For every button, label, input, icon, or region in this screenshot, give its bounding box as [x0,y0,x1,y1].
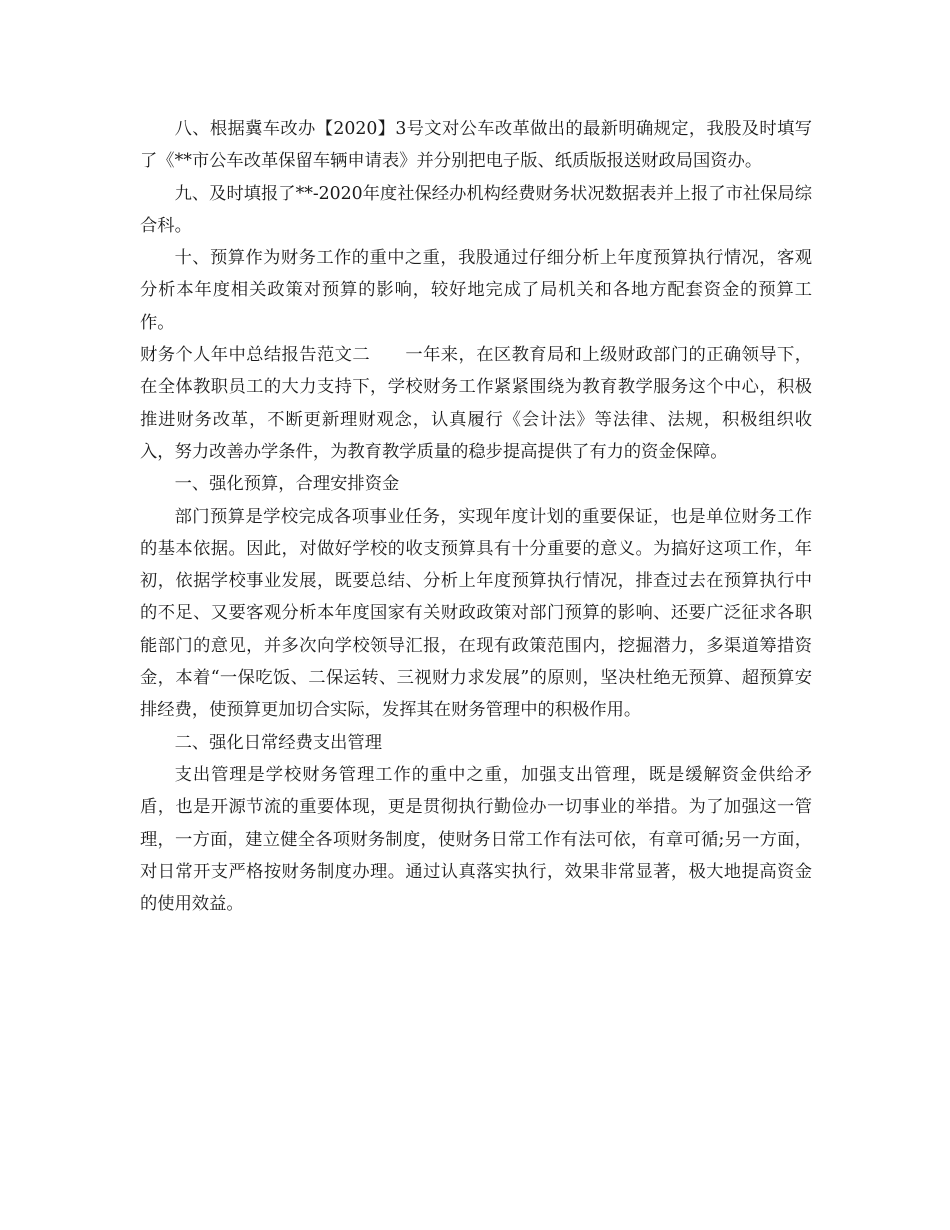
paragraph-item-8: 八、根据冀车改办【2020】3号文对公车改革做出的最新明确规定，我股及时填写了《**市公车改革保留车辆申请表》并分别把电子版、纸质版报送财政局国资办。 [140,119,812,172]
section-heading-budget: 一、强化预算，合理安排资金 [174,474,400,495]
document-body [140,113,812,920]
paragraph-budget: 部门预算是学校完成各项事业任务，实现年度计划的重要保证，也是单位财务工作的基本依据。因此，对做好学校的收支预算具有十分重要的意义。为搞好这项工作，年初，依据学校事业发展，既要总结、分析上年度预算执行情况，排查过去在预算执行中的不足、又要客观分析本年度国家有关财政政策对部门预算的影响、还要广泛征求各职能部门的意见，并多次向学校领导汇报，在现有政策范围内，挖掘潜力，多渠道筹措资金，本着“一保吃饭、二保运转、三视财力求发展”的原则，坚决杜绝无预算、超预算安排经费，使预算更加切合实际，发挥其在财务管理中的积极作用。 [140,506,812,721]
paragraph-item-10: 十、预算作为财务工作的重中之重，我股通过仔细分析上年度预算执行情况，客观分析本年度相关政策对预算的影响，较好地完成了局机关和各地方配套资金的预算工作。 [140,248,812,333]
paragraph-report-intro: 财务个人年中总结报告范文二 一年来，在区教育局和上级财政部门的正确领导下，在全体教职员工的大力支持下，学校财务工作紧紧围绕为教育教学服务这个中心，积极推进财务改革，不断更新理财观念，认真履行《会计法》等法律、法规，积极组织收入，努力改善办学条件，为教育教学质量的稳步提高提供了有力的资金保障。 [140,345,812,462]
paragraph-expenditure: 支出管理是学校财务管理工作的重中之重，加强支出管理，既是缓解资金供给矛盾，也是开源节流的重要体现，更是贯彻执行勤俭办一切事业的举措。为了加强这一管理，一方面，建立健全各项财务制度，使财务日常工作有法可依，有章可循;另一方面，对日常开支严格按财务制度办理。通过认真落实执行，效果非常显著，极大地提高资金的使用效益。 [140,764,812,915]
paragraph-item-9: 九、及时填报了**-2020年度社保经办机构经费财务状况数据表并上报了市社保局综合科。 [140,183,812,236]
section-heading-expenditure: 二、强化日常经费支出管理 [174,732,382,753]
